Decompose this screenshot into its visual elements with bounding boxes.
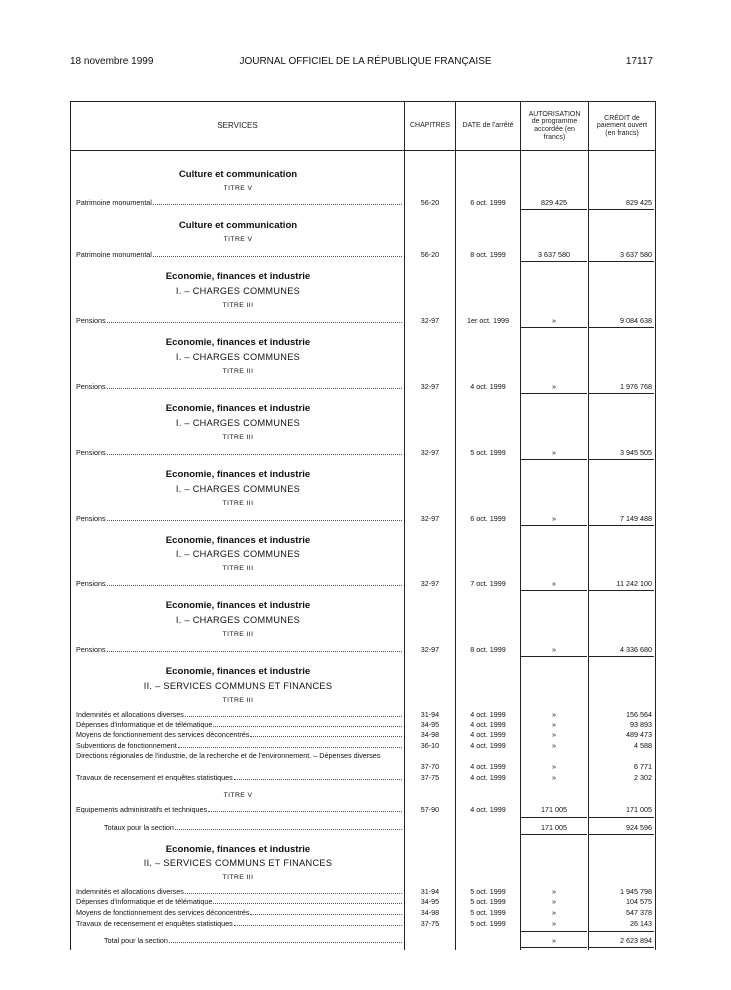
row-chapitre: 56-20	[420, 198, 440, 207]
row-label: Pensions	[76, 316, 106, 325]
row-label: Dépenses d'informatique et de télématique	[76, 897, 213, 906]
row-label: Pensions	[76, 645, 106, 654]
row-chapitre: 34-95	[420, 897, 440, 906]
table-row	[0, 249, 731, 260]
total-credit: 924 596	[626, 823, 652, 832]
table-row	[0, 381, 731, 392]
row-label: Moyens de fonctionnement des services déconcentrés	[76, 908, 250, 917]
row-credit: 829 425	[626, 198, 652, 207]
row-credit: 2 302	[634, 773, 652, 782]
row-credit: 4 336 680	[620, 645, 652, 654]
row-date: 5 oct. 1999	[470, 919, 506, 928]
table-row	[0, 907, 731, 918]
total-credit: 2 623 894	[620, 936, 652, 945]
row-label: Pensions	[76, 579, 106, 588]
row-autorisation: »	[552, 773, 556, 782]
row-label: Directions régionales de l'industrie, de la recherche et de l'environnement. – Dépenses diverses	[76, 751, 381, 760]
section-subtitle: I. – CHARGES COMMUNES	[175, 615, 301, 625]
row-credit: 6 771	[634, 762, 652, 771]
row-autorisation: »	[552, 720, 556, 729]
section-title: Economie, finances et industrie	[165, 600, 311, 611]
row-credit: 26 143	[630, 919, 652, 928]
row-autorisation: 829 425	[541, 198, 567, 207]
row-credit: 3 637 580	[620, 250, 652, 259]
row-autorisation: »	[552, 741, 556, 750]
total-autorisation: »	[552, 936, 556, 945]
total-label: Totaux pour la section	[104, 823, 174, 832]
section-titre: TITRE III	[222, 697, 254, 704]
row-label: Pensions	[76, 514, 106, 523]
section-subtitle: I. – CHARGES COMMUNES	[175, 484, 301, 494]
row-date: 4 oct. 1999	[470, 730, 506, 739]
section-title: Economie, finances et industrie	[165, 844, 311, 855]
row-chapitre: 37-70	[420, 762, 440, 771]
section-titre: TITRE III	[222, 434, 254, 441]
row-chapitre: 32-97	[420, 316, 440, 325]
row-credit: 489 473	[626, 730, 652, 739]
row-autorisation: »	[552, 887, 556, 896]
row-credit: 1 945 798	[620, 887, 652, 896]
row-date: 7 oct. 1999	[470, 579, 506, 588]
row-label: Pensions	[76, 448, 106, 457]
row-chapitre: 37-75	[420, 919, 440, 928]
section-titre: TITRE V	[223, 792, 253, 799]
row-chapitre: 34-98	[420, 730, 440, 739]
row-autorisation: »	[552, 730, 556, 739]
row-chapitre: 56-20	[420, 250, 440, 259]
row-credit: 93 893	[630, 720, 652, 729]
row-date: 6 oct. 1999	[470, 198, 506, 207]
row-date: 4 oct. 1999	[470, 805, 506, 814]
table-row	[0, 513, 731, 524]
section-titre: TITRE III	[222, 874, 254, 881]
row-label: Equipements administratifs et techniques	[76, 805, 208, 814]
row-credit: 4 588	[634, 741, 652, 750]
section-subtitle: II. – SERVICES COMMUNS ET FINANCES	[143, 858, 333, 868]
row-label: Patrimoine monumental	[76, 198, 152, 207]
section-titre: TITRE III	[222, 631, 254, 638]
row-credit: 11 242 100	[616, 579, 652, 588]
section-title: Culture et communication	[178, 220, 298, 231]
section-titre: TITRE III	[222, 368, 254, 375]
row-chapitre: 34-98	[420, 908, 440, 917]
row-chapitre: 32-97	[420, 579, 440, 588]
row-date: 4 oct. 1999	[470, 741, 506, 750]
row-date: 4 oct. 1999	[470, 382, 506, 391]
row-label: Subventions de fonctionnement	[76, 741, 177, 750]
section-subtitle: I. – CHARGES COMMUNES	[175, 286, 301, 296]
table-row	[0, 918, 731, 929]
row-autorisation: »	[552, 919, 556, 928]
section-titre: TITRE V	[223, 185, 253, 192]
row-chapitre: 32-97	[420, 514, 440, 523]
journal-title: JOURNAL OFFICIEL DE LA RÉPUBLIQUE FRANÇAISE	[239, 56, 492, 67]
total-row	[0, 822, 731, 833]
row-chapitre: 34-95	[420, 720, 440, 729]
row-label: Moyens de fonctionnement des services déconcentrés	[76, 730, 250, 739]
row-credit: 156 564	[626, 710, 652, 719]
row-label: Indemnités et allocations diverses	[76, 710, 184, 719]
total-row	[0, 935, 731, 946]
row-date: 4 oct. 1999	[470, 710, 506, 719]
row-date: 5 oct. 1999	[470, 908, 506, 917]
row-credit: 171 005	[626, 805, 652, 814]
section-subtitle: II. – SERVICES COMMUNS ET FINANCES	[143, 681, 333, 691]
row-chapitre: 57-90	[420, 805, 440, 814]
table-row	[0, 729, 731, 740]
row-chapitre: 31-94	[420, 887, 440, 896]
row-label: Travaux de recensement et enquêtes statistiques	[76, 773, 233, 782]
row-date: 5 oct. 1999	[470, 448, 506, 457]
row-autorisation: »	[552, 579, 556, 588]
table-row	[0, 447, 731, 458]
section-titre: TITRE III	[222, 565, 254, 572]
row-chapitre: 32-97	[420, 382, 440, 391]
row-credit: 3 945 505	[620, 448, 652, 457]
row-date: 5 oct. 1999	[470, 887, 506, 896]
section-title: Economie, finances et industrie	[165, 469, 311, 480]
col-header-credit: CRÉDIT de paiement ouvert (en francs)	[596, 114, 648, 137]
row-autorisation: 3 637 580	[538, 250, 570, 259]
row-autorisation: »	[552, 908, 556, 917]
row-chapitre: 32-97	[420, 448, 440, 457]
col-header-services: SERVICES	[217, 121, 258, 131]
row-date: 1er oct. 1999	[467, 316, 509, 325]
row-label: Dépenses d'informatique et de télématique	[76, 720, 213, 729]
row-autorisation: »	[552, 710, 556, 719]
table-row	[0, 197, 731, 208]
row-credit: 1 976 768	[620, 382, 652, 391]
section-title: Economie, finances et industrie	[165, 666, 311, 677]
row-chapitre: 37-75	[420, 773, 440, 782]
row-chapitre: 32-97	[420, 645, 440, 654]
row-autorisation: »	[552, 897, 556, 906]
table-row	[0, 896, 731, 907]
row-autorisation: »	[552, 514, 556, 523]
row-date: 8 oct. 1999	[470, 645, 506, 654]
row-autorisation: »	[552, 448, 556, 457]
table-row	[0, 315, 731, 326]
page-date: 18 novembre 1999	[70, 56, 154, 67]
table-row	[0, 740, 731, 751]
section-titre: TITRE III	[222, 500, 254, 507]
section-title: Economie, finances et industrie	[165, 337, 311, 348]
col-header-chapitres: CHAPITRES	[409, 122, 451, 130]
row-label: Patrimoine monumental	[76, 250, 152, 259]
total-label: Total pour la section	[104, 936, 168, 945]
row-chapitre: 31-94	[420, 710, 440, 719]
row-autorisation: 171 005	[541, 805, 567, 814]
col-header-date: DATE de l'arrêté	[462, 122, 514, 130]
row-date: 4 oct. 1999	[470, 762, 506, 771]
row-date: 4 oct. 1999	[470, 720, 506, 729]
row-autorisation: »	[552, 316, 556, 325]
row-label: Pensions	[76, 382, 106, 391]
row-label: Indemnités et allocations diverses	[76, 887, 184, 896]
row-credit: 104 575	[626, 897, 652, 906]
row-date: 8 oct. 1999	[470, 250, 506, 259]
section-title: Economie, finances et industrie	[165, 535, 311, 546]
table-row	[0, 578, 731, 589]
section-subtitle: I. – CHARGES COMMUNES	[175, 352, 301, 362]
row-label: Travaux de recensement et enquêtes statistiques	[76, 919, 233, 928]
row-autorisation: »	[552, 762, 556, 771]
section-subtitle: I. – CHARGES COMMUNES	[175, 549, 301, 559]
row-credit: 547 378	[626, 908, 652, 917]
row-autorisation: »	[552, 645, 556, 654]
section-titre: TITRE III	[222, 302, 254, 309]
row-date: 4 oct. 1999	[470, 773, 506, 782]
section-title: Culture et communication	[178, 169, 298, 180]
table-row	[0, 804, 731, 815]
col-header-autorisation: AUTORISATION de programme accordée (en francs)	[528, 110, 581, 141]
row-credit: 9 084 638	[620, 316, 652, 325]
page-number: 17117	[625, 56, 653, 67]
section-subtitle: I. – CHARGES COMMUNES	[175, 418, 301, 428]
section-title: Economie, finances et industrie	[165, 271, 311, 282]
row-date: 6 oct. 1999	[470, 514, 506, 523]
table-row	[0, 772, 731, 783]
row-date: 5 oct. 1999	[470, 897, 506, 906]
row-credit: 7 149 488	[620, 514, 652, 523]
section-titre: TITRE V	[223, 236, 253, 243]
total-autorisation: 171 005	[541, 823, 567, 832]
row-autorisation: »	[552, 382, 556, 391]
row-chapitre: 36-10	[420, 741, 440, 750]
table-row	[0, 644, 731, 655]
section-title: Economie, finances et industrie	[165, 403, 311, 414]
